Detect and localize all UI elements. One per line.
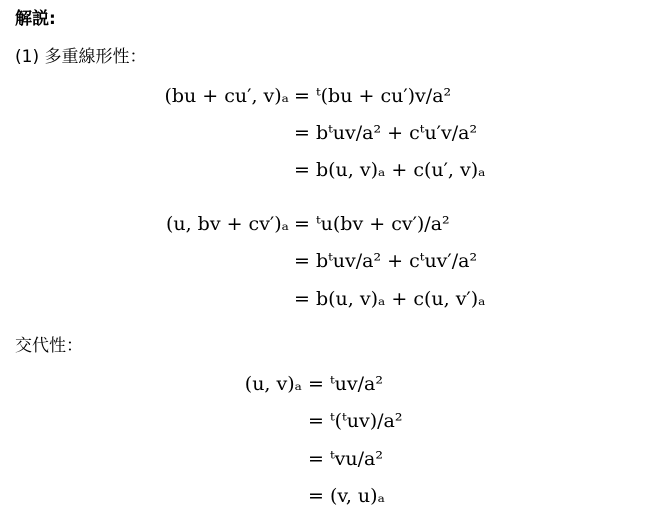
eq2-line2: = bᵗuv/a² + cᵗuv′/a²: [294, 250, 478, 272]
multilinearity-label: (1) 多重線形性：: [15, 47, 147, 67]
eq1-line1: = ᵗ(bu + cu′)v/a²: [294, 85, 452, 107]
symmetry-label: 交代性：: [15, 336, 83, 356]
eq1-line3: = b(u, v)ₐ + c(u′, v)ₐ: [294, 159, 486, 181]
eq1-lhs: (bu + cu′, v)ₐ: [164, 85, 289, 107]
eq2-line1: = ᵗu(bv + cv′)/a²: [294, 213, 450, 235]
eq3-line1: = ᵗuv/a²: [308, 373, 383, 395]
eq3-lhs: (u, v)ₐ: [244, 373, 302, 395]
eq2-line3: = b(u, v)ₐ + c(u, v′)ₐ: [294, 288, 486, 310]
eq3-line3: = ᵗvu/a²: [308, 448, 383, 470]
eq3-line2: = ᵗ(ᵗuv)/a²: [308, 410, 403, 432]
eq1-line2: = bᵗuv/a² + cᵗu′v/a²: [294, 122, 478, 144]
eq3-line4: = (v, u)ₐ: [308, 485, 385, 507]
eq2-lhs: (u, bv + cv′)ₐ: [165, 213, 289, 235]
heading: 解説:: [15, 9, 56, 29]
